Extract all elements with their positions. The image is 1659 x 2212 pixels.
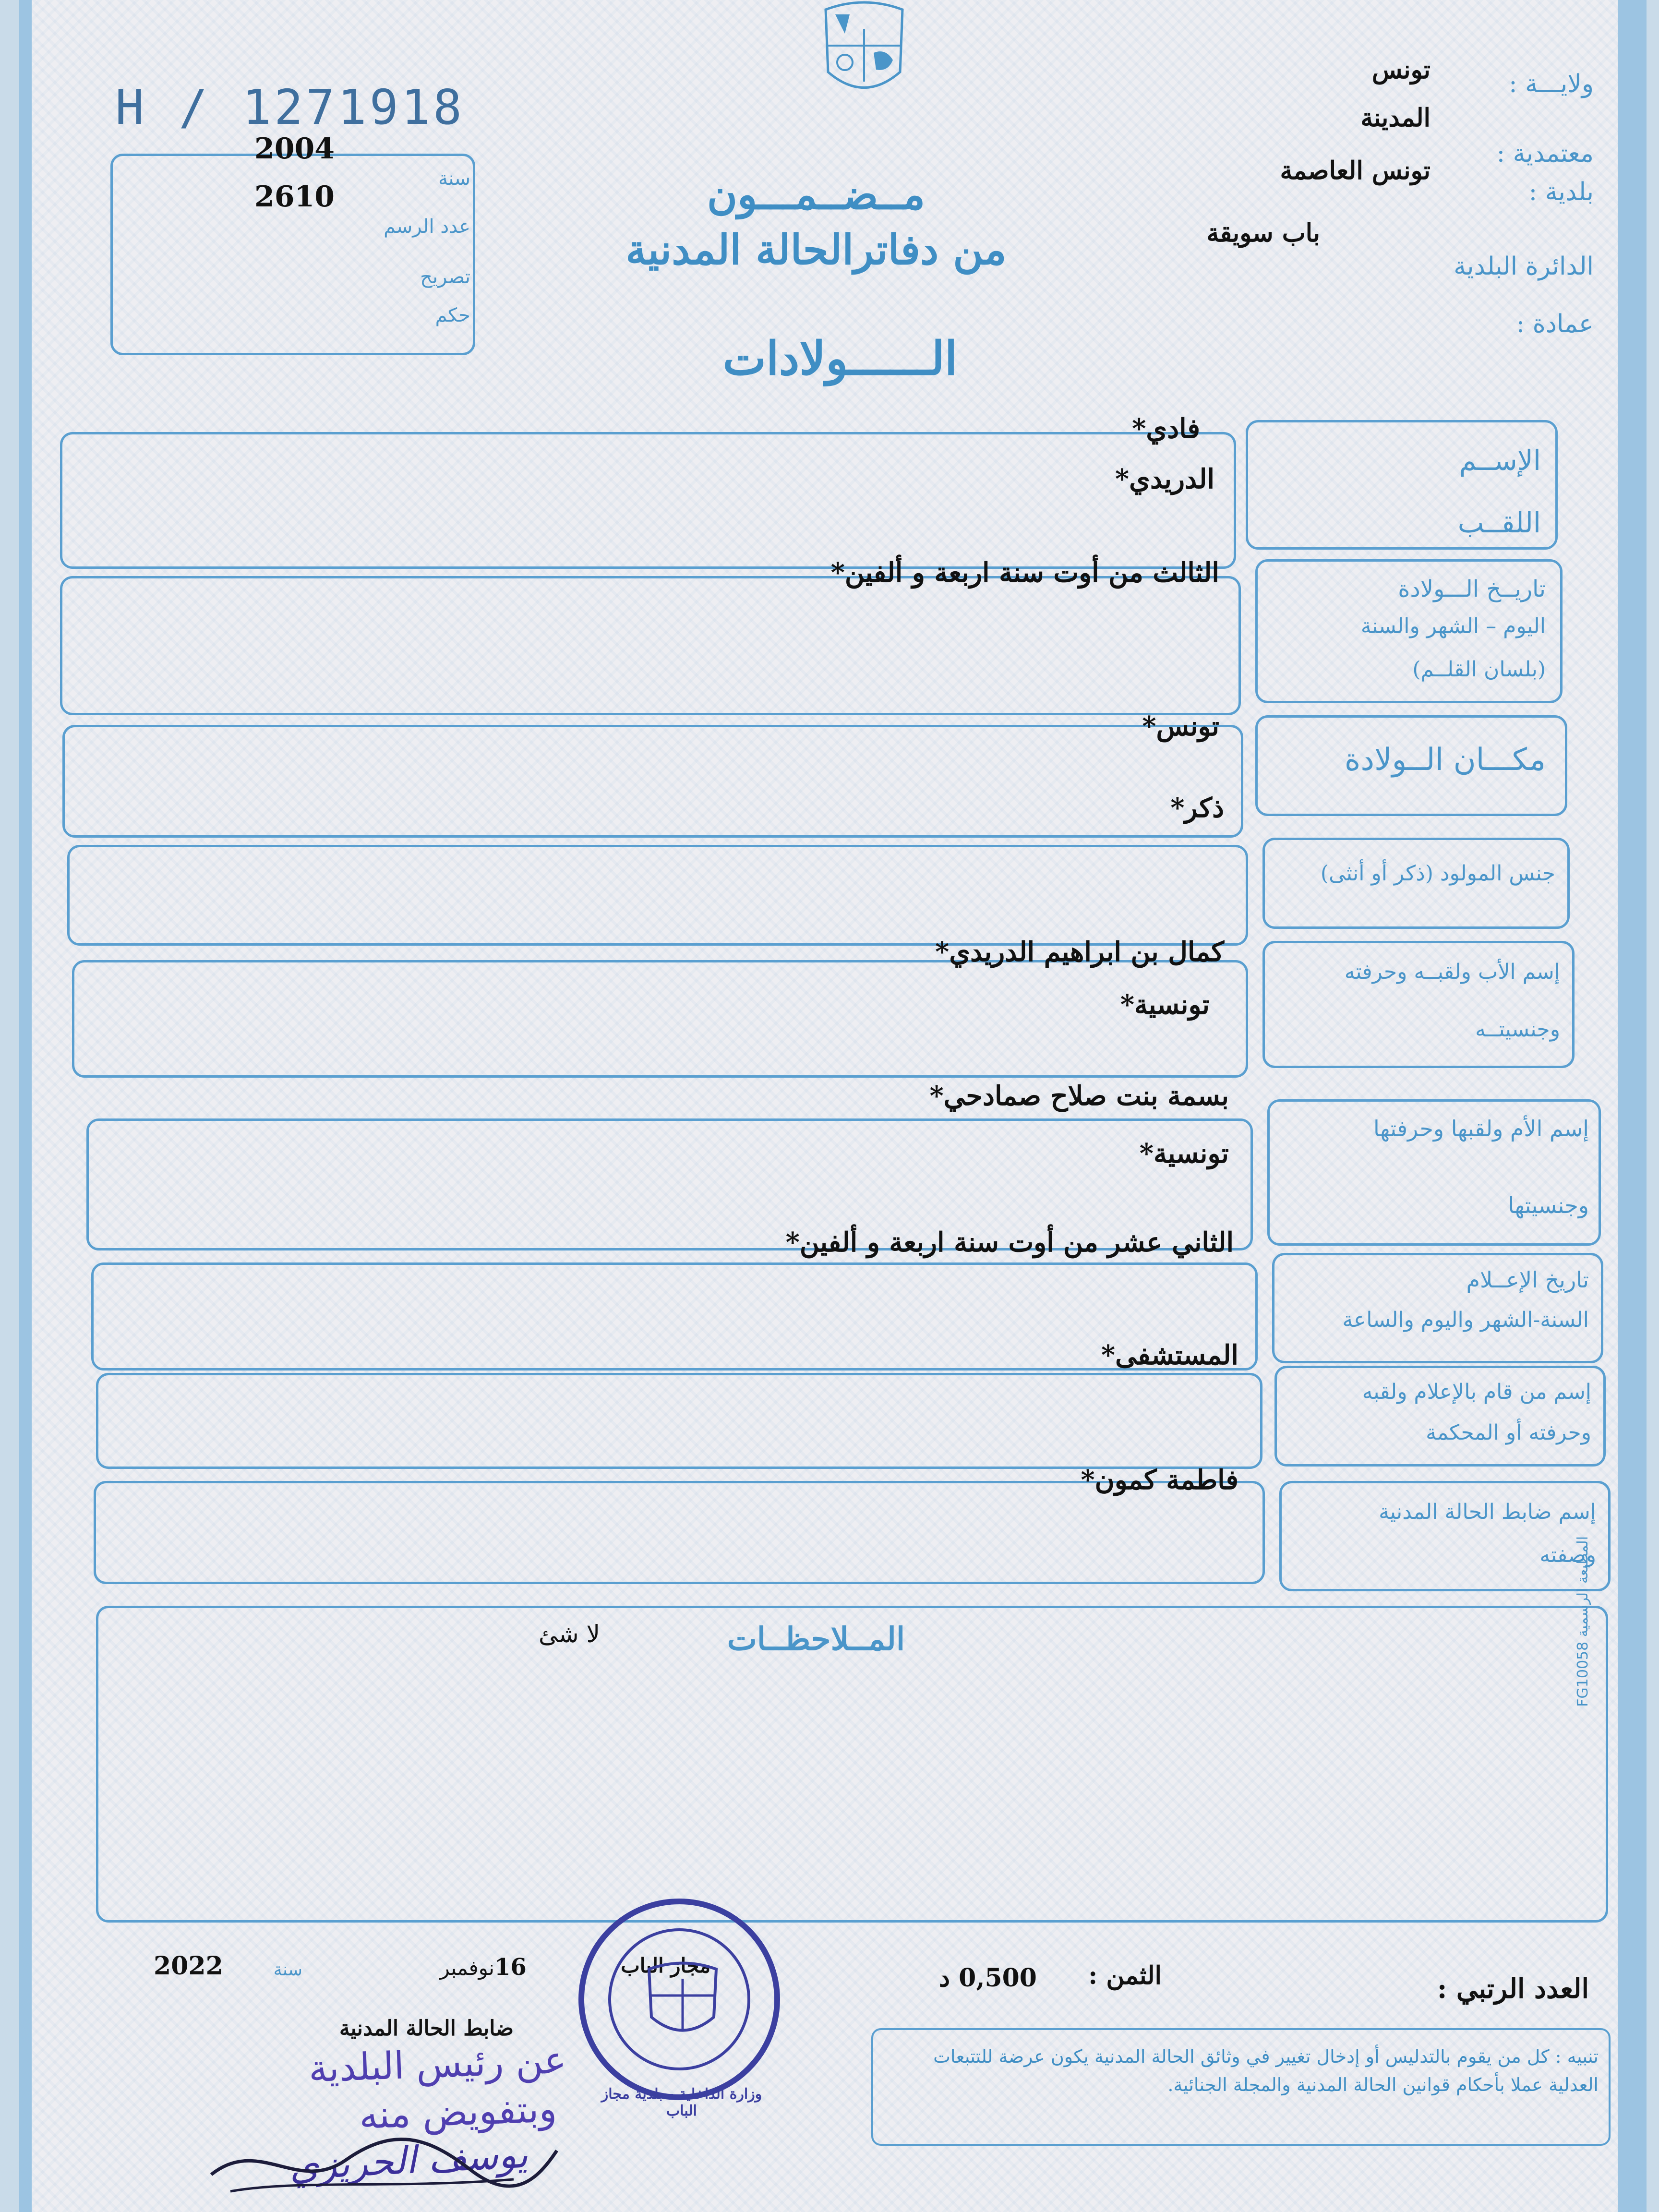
issue-year-label: سنة <box>273 1960 302 1980</box>
father-nationality-value: تونسية* <box>1120 989 1210 1021</box>
price-label: الثمن : <box>1088 1961 1162 1990</box>
daira-value: باب سويقة <box>1206 218 1320 248</box>
sex-value: ذكر* <box>1170 792 1224 824</box>
officer-value: فاطمة كمون* <box>1081 1464 1238 1496</box>
row-officer-value-box <box>94 1481 1265 1584</box>
mother-value: بسمة بنت صلاح صمادحي* <box>929 1080 1229 1112</box>
row-officer-label2: وصفته <box>1539 1543 1596 1567</box>
declarant-value: المستشفى* <box>1101 1339 1238 1371</box>
title-births: الــــــولادات <box>722 331 958 385</box>
declaration-date-value: الثاني عشر من أوت سنة اربعة و ألفين* <box>785 1226 1234 1258</box>
mother-nationality-value: تونسية* <box>1139 1138 1229 1169</box>
motamadiya-label: معتمدية : <box>1496 139 1594 168</box>
warning-text: تنبيه : كل من يقوم بالتدليس أو إدخال تغيير في وثائق الحالة المدنية يكون عرضة للتتبعات العدلية عملا بأحكام قوانين الحالة المدنية والمجلة الجنائية. <box>933 2046 1599 2095</box>
row-declarant-label1: إسم من قام بالإعلام ولقبه <box>1362 1380 1591 1404</box>
signature-scribble-icon <box>202 2107 566 2203</box>
year-value: 2004 <box>254 132 335 166</box>
row-birthdate-label3: (بلسان القلــم) <box>1412 657 1546 682</box>
surname-value: الدريدي* <box>1115 463 1214 495</box>
omada-label: عمادة : <box>1516 310 1594 338</box>
baladiya-value: تونس العاصمة <box>1280 156 1431 185</box>
issue-year-value: 2022 <box>154 1951 223 1981</box>
row-birthplace-label1: مكـــان الــولادة <box>1344 742 1546 778</box>
issue-place: مجاز الباب <box>621 1954 710 1977</box>
price-value: 0,500 د <box>938 1963 1037 1993</box>
birthplace-value: تونس* <box>1142 710 1219 742</box>
row-declaration-date-label1: تاريخ الإعــلام <box>1466 1267 1589 1293</box>
serial-label: العدد الرتبي : <box>1437 1973 1589 2005</box>
tunisia-emblem-icon <box>816 0 912 101</box>
row-sex-value-box <box>67 845 1248 946</box>
title-line2: من دفاترالحالة المدنية <box>625 226 1007 274</box>
year-label: سنة <box>438 168 470 190</box>
baladiya-label: بلدية : <box>1528 178 1594 206</box>
birthdate-value: الثالث من أوت سنة اربعة و ألفين* <box>830 557 1219 589</box>
row-officer-label1: إسم ضابط الحالة المدنية <box>1379 1500 1596 1524</box>
row-name-label1: الإســم <box>1459 444 1541 477</box>
title-line1: مــضــمـــون <box>707 170 926 219</box>
municipal-stamp <box>578 1899 780 2100</box>
given-name-value: فادي* <box>1132 413 1200 445</box>
printer-mark: المطبعة الرسمية FG10058 <box>1575 1536 1591 1707</box>
row-birthdate-label2: اليوم – الشهر والسنة <box>1360 614 1546 638</box>
motamadiya-value: المدينة <box>1360 103 1431 132</box>
signature-stamp-line2: وبتفويض منه <box>358 2087 558 2138</box>
record-label: عدد الرسم <box>384 216 470 238</box>
row-mother-label1: إسم الأم ولقبها وحرفتها <box>1373 1116 1589 1142</box>
row-name-value-box <box>60 432 1236 569</box>
remarks-value: لا شئ <box>539 1620 600 1648</box>
stamp-emblem-icon <box>642 1960 723 2041</box>
judgment-label: حكم <box>435 304 470 326</box>
wilaya-value: تونس <box>1371 55 1431 84</box>
serial-number: H / 1271918 <box>115 79 465 135</box>
issue-day: 16 <box>494 1954 527 1981</box>
declaration-label: تصريح <box>420 266 470 288</box>
officer-title: ضابط الحالة المدنية <box>339 2016 514 2041</box>
wilaya-label: ولايـــة : <box>1509 70 1594 98</box>
row-declaration-date-label2: السنة-الشهر واليوم والساعة <box>1342 1308 1589 1332</box>
row-father-label1: إسم الأب ولقبــه وحرفته <box>1344 960 1560 984</box>
record-value: 2610 <box>254 180 335 214</box>
issue-month: نوفمبر <box>440 1956 494 1980</box>
stamp-text: وزارة الداخلية - بلدية مجاز الباب <box>601 2086 762 2119</box>
remarks-label: المــلاحظــات <box>727 1620 905 1658</box>
row-declarant-value-box <box>96 1373 1262 1469</box>
row-declarant-label2: وحرفته أو المحكمة <box>1426 1420 1591 1445</box>
father-value: كمال بن ابراهيم الدريدي* <box>935 936 1224 968</box>
signature-name: يوسف الحريزي <box>288 2133 529 2189</box>
row-name-label2: اللقــب <box>1457 506 1541 539</box>
daira-label: الدائرة البلدية <box>1454 252 1594 281</box>
row-sex-label1: جنس المولود (ذكر أو أنثى) <box>1320 861 1555 886</box>
row-birthdate-label1: تاريــخ الـــولادة <box>1398 576 1546 602</box>
row-mother-label2: وجنسيتها <box>1508 1192 1589 1218</box>
row-father-label2: وجنسيتــه <box>1475 1017 1560 1042</box>
row-birthdate-value-box <box>60 576 1241 715</box>
signature-stamp-line1: عن رئيس البلدية <box>308 2038 567 2091</box>
